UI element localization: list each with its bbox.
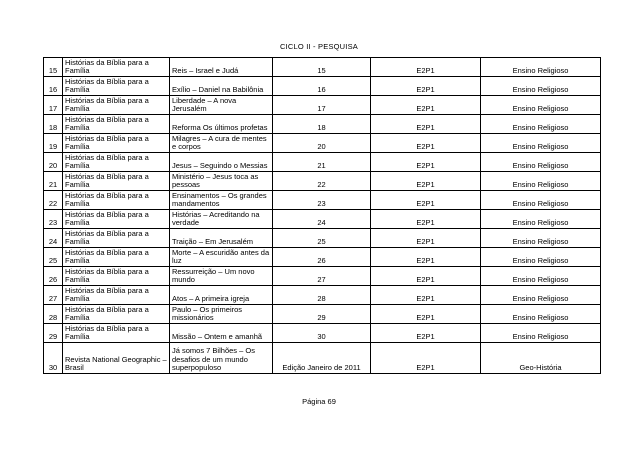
code-cell: E2P1 <box>371 248 481 267</box>
row-number: 16 <box>44 77 63 96</box>
subject-cell: Ensino Religioso <box>481 191 601 210</box>
source-cell: Histórias da Bíblia para a Família <box>63 172 170 191</box>
subject-cell: Ensino Religioso <box>481 134 601 153</box>
source-cell: Histórias da Bíblia para a Família <box>63 324 170 343</box>
page-number: Página 69 <box>302 397 336 406</box>
data-table <box>43 57 601 374</box>
code-cell: E2P1 <box>371 58 481 77</box>
code-cell: E2P1 <box>371 115 481 134</box>
title-cell: Reforma Os últimos profetas <box>170 115 273 134</box>
volume-cell: Edição Janeiro de 2011 <box>273 343 371 374</box>
subject-cell: Ensino Religioso <box>481 77 601 96</box>
row-number: 21 <box>44 172 63 191</box>
title-cell: Traição – Em Jerusalém <box>170 229 273 248</box>
code-cell: E2P1 <box>371 229 481 248</box>
subject-cell: Ensino Religioso <box>481 305 601 324</box>
subject-cell: Ensino Religioso <box>481 267 601 286</box>
volume-cell: 16 <box>273 77 371 96</box>
row-number: 27 <box>44 286 63 305</box>
volume-cell: 26 <box>273 248 371 267</box>
row-number: 25 <box>44 248 63 267</box>
volume-cell: 28 <box>273 286 371 305</box>
subject-cell: Ensino Religioso <box>481 153 601 172</box>
source-cell: Histórias da Bíblia para a Família <box>63 134 170 153</box>
subject-cell: Ensino Religioso <box>481 58 601 77</box>
title-cell: Ministério – Jesus toca as pessoas <box>170 172 273 191</box>
table-row <box>44 248 601 267</box>
table-row <box>44 286 601 305</box>
subject-cell: Geo-História <box>481 343 601 374</box>
code-cell: E2P1 <box>371 96 481 115</box>
row-number: 18 <box>44 115 63 134</box>
subject-cell: Ensino Religioso <box>481 172 601 191</box>
row-number: 28 <box>44 305 63 324</box>
row-number: 26 <box>44 267 63 286</box>
row-number: 22 <box>44 191 63 210</box>
source-cell: Histórias da Bíblia para a Família <box>63 305 170 324</box>
page-header: CICLO II - PESQUISA <box>280 42 358 51</box>
row-number: 17 <box>44 96 63 115</box>
row-number: 23 <box>44 210 63 229</box>
source-cell: Histórias da Bíblia para a Família <box>63 115 170 134</box>
source-cell: Histórias da Bíblia para a Família <box>63 267 170 286</box>
source-cell: Histórias da Bíblia para a Família <box>63 286 170 305</box>
source-cell: Histórias da Bíblia para a Família <box>63 58 170 77</box>
title-cell: Exílio – Daniel na Babilônia <box>170 77 273 96</box>
table-row <box>44 96 601 115</box>
row-number: 30 <box>44 343 63 374</box>
code-cell: E2P1 <box>371 77 481 96</box>
code-cell: E2P1 <box>371 305 481 324</box>
source-cell: Histórias da Bíblia para a Família <box>63 229 170 248</box>
title-cell: Ensinamentos – Os grandes mandamentos <box>170 191 273 210</box>
volume-cell: 27 <box>273 267 371 286</box>
subject-cell: Ensino Religioso <box>481 286 601 305</box>
volume-cell: 20 <box>273 134 371 153</box>
subject-cell: Ensino Religioso <box>481 115 601 134</box>
subject-cell: Ensino Religioso <box>481 248 601 267</box>
title-cell: Missão – Ontem e amanhã <box>170 324 273 343</box>
code-cell: E2P1 <box>371 210 481 229</box>
row-number: 15 <box>44 58 63 77</box>
title-cell: Jesus – Seguindo o Messias <box>170 153 273 172</box>
title-cell: Já somos 7 Bilhões – Os desafios de um mundo superpopuloso <box>170 343 273 374</box>
code-cell: E2P1 <box>371 324 481 343</box>
row-number: 20 <box>44 153 63 172</box>
title-cell: Milagres – A cura de mentes e corpos <box>170 134 273 153</box>
table-row <box>44 305 601 324</box>
volume-cell: 21 <box>273 153 371 172</box>
table-row <box>44 343 601 374</box>
table-row <box>44 58 601 77</box>
source-cell: Histórias da Bíblia para a Família <box>63 210 170 229</box>
subject-cell: Ensino Religioso <box>481 96 601 115</box>
source-cell: Histórias da Bíblia para a Família <box>63 96 170 115</box>
title-cell: Liberdade – A nova Jerusalém <box>170 96 273 115</box>
table-row <box>44 134 601 153</box>
source-cell: Histórias da Bíblia para a Família <box>63 77 170 96</box>
subject-cell: Ensino Religioso <box>481 229 601 248</box>
volume-cell: 18 <box>273 115 371 134</box>
title-cell: Histórias – Acreditando na verdade <box>170 210 273 229</box>
table-row <box>44 229 601 248</box>
subject-cell: Ensino Religioso <box>481 324 601 343</box>
code-cell: E2P1 <box>371 267 481 286</box>
code-cell: E2P1 <box>371 286 481 305</box>
title-cell: Ressurreição – Um novo mundo <box>170 267 273 286</box>
title-cell: Reis – Israel e Judá <box>170 58 273 77</box>
volume-cell: 30 <box>273 324 371 343</box>
title-cell: Morte – A escuridão antes da luz <box>170 248 273 267</box>
volume-cell: 22 <box>273 172 371 191</box>
volume-cell: 24 <box>273 210 371 229</box>
row-number: 29 <box>44 324 63 343</box>
table-row <box>44 210 601 229</box>
row-number: 19 <box>44 134 63 153</box>
volume-cell: 25 <box>273 229 371 248</box>
volume-cell: 29 <box>273 305 371 324</box>
code-cell: E2P1 <box>371 134 481 153</box>
title-cell: Atos – A primeira igreja <box>170 286 273 305</box>
table-row <box>44 324 601 343</box>
code-cell: E2P1 <box>371 172 481 191</box>
title-cell: Paulo – Os primeiros missionários <box>170 305 273 324</box>
row-number: 24 <box>44 229 63 248</box>
table-row <box>44 115 601 134</box>
source-cell: Histórias da Bíblia para a Família <box>63 191 170 210</box>
volume-cell: 23 <box>273 191 371 210</box>
table-row <box>44 191 601 210</box>
source-cell: Histórias da Bíblia para a Família <box>63 153 170 172</box>
table-row <box>44 172 601 191</box>
code-cell: E2P1 <box>371 191 481 210</box>
table-row <box>44 267 601 286</box>
code-cell: E2P1 <box>371 343 481 374</box>
volume-cell: 17 <box>273 96 371 115</box>
code-cell: E2P1 <box>371 153 481 172</box>
table-row <box>44 153 601 172</box>
source-cell: Revista National Geographic – Brasil <box>63 343 170 374</box>
volume-cell: 15 <box>273 58 371 77</box>
subject-cell: Ensino Religioso <box>481 210 601 229</box>
source-cell: Histórias da Bíblia para a Família <box>63 248 170 267</box>
table-row <box>44 77 601 96</box>
